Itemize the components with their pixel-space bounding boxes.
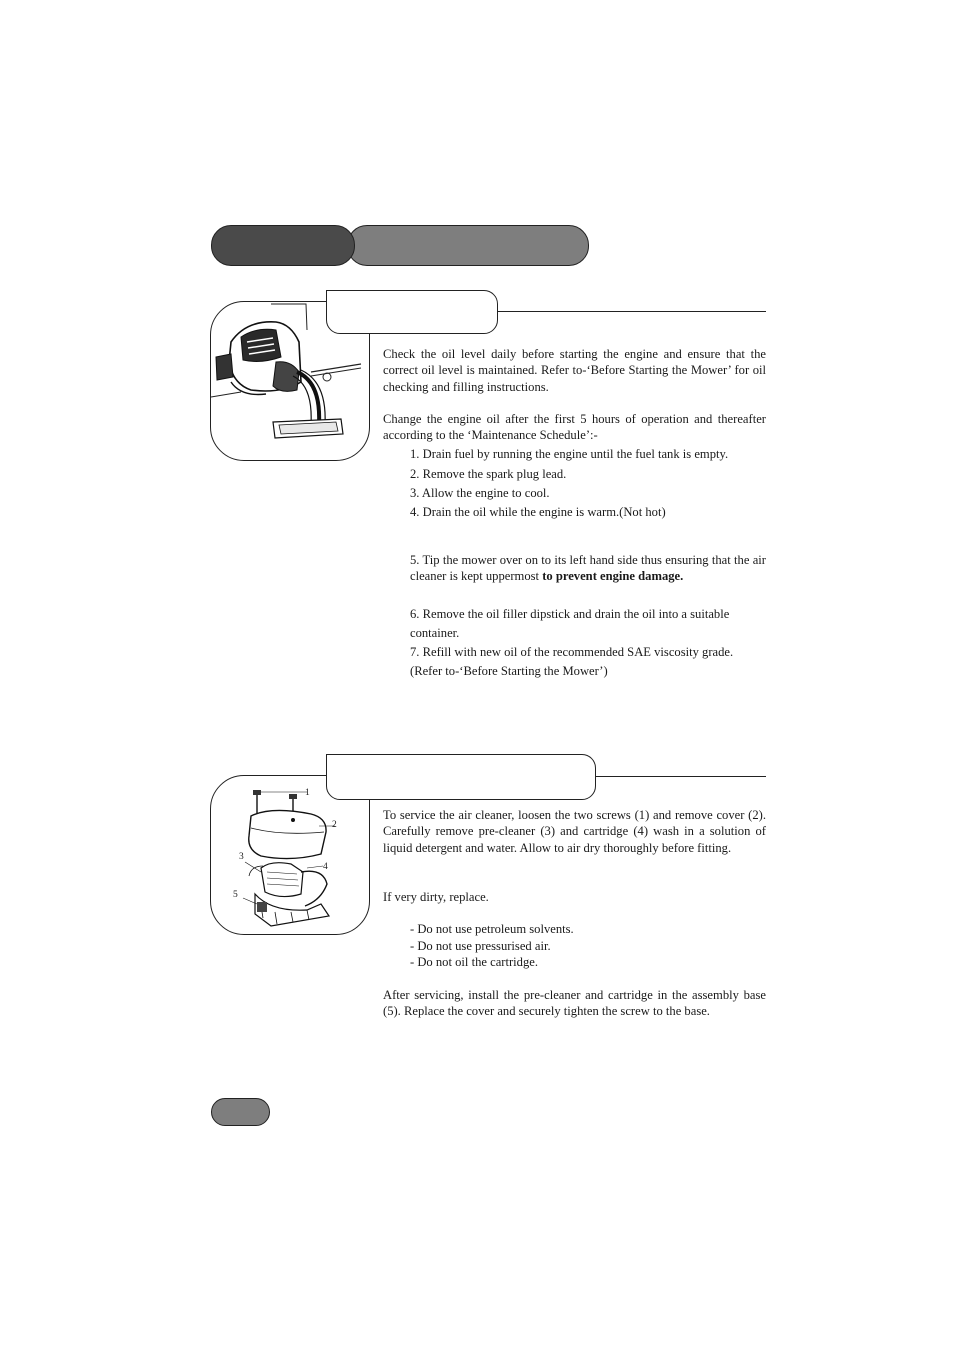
air-section-heading-box [326,754,596,800]
oil-step-7: 7. Refill with new oil of the recommended SAE viscosity grade. (Refer to-‘Before Starting the Mower’) [410,645,734,678]
oil-section-heading-box [326,290,498,334]
callout-3: 3 [239,852,244,862]
air-dirty-paragraph: If very dirty, replace. [383,890,489,904]
header-tab-section [211,225,355,266]
oil-step-6: 6. Remove the oil filler dipstick and drain the oil into a suitable container. [410,607,730,640]
oil-step-2: 2. Remove the spark plug lead. [410,467,567,481]
oil-intro-paragraph: Check the oil level daily before starting the engine and ensure that the correct oil level is maintained. Refer to-‘Before Starting the Mower’ for oil checking and filling instructions. [383,347,766,394]
callout-4: 4 [323,862,328,872]
callout-2: 2 [332,820,337,830]
oil-step-3: 3. Allow the engine to cool. [410,486,550,500]
oil-step-5-warning: to prevent engine damage. [542,569,684,584]
oil-step-4: 4. Drain the oil while the engine is warm.(Not hot) [410,505,666,519]
oil-step-5 [410,552,766,585]
air-intro-paragraph: To service the air cleaner, loosen the two screws (1) and remove cover (2). Carefully remove pre-cleaner (3) and cartridge (4) wash in a solution of liquid detergent and water. Allow to air dry thoroughly before fitting. [383,808,766,855]
air-reassembly-paragraph: After servicing, install the pre-cleaner and cartridge in the assembly base (5). Replace the cover and securely tighten the screw to the base. [383,988,766,1019]
oil-change-paragraph: Change the engine oil after the first 5 hours of operation and thereafter according to the ‘Maintenance Schedule’:- [383,412,766,443]
page-number-badge [211,1098,270,1126]
oil-step-1: 1. Drain fuel by running the engine until the fuel tank is empty. [410,447,729,461]
air-warning-3: - Do not oil the cartridge. [410,955,538,969]
header-tab-title [347,225,589,266]
oil-step-5-text: 5. Tip the mower over on to its left hand side thus ensuring that the air cleaner is kept uppermost [410,553,766,584]
callout-1: 1 [305,788,310,798]
oil-section-rule [498,311,766,312]
callout-5: 5 [233,890,238,900]
air-section-rule [596,776,766,777]
air-warning-2: - Do not use pressurised air. [410,939,551,953]
air-warning-1: - Do not use petroleum solvents. [410,922,574,936]
